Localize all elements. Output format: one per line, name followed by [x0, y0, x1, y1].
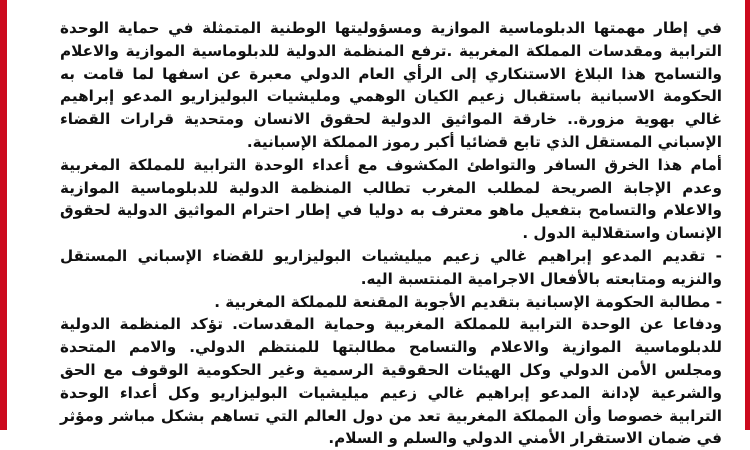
paragraph-conclusion: ودفاعا عن الوحدة الترابية للمملكة المغربية وحماية المقدسات. تؤكد المنظمة الدولية للدبلوماسية الموازية والاعلام والتسامح مطالبتها للمنتظم الدولي. والامم المتحدة ومجلس الأمن الدولي وكل الهيئات الحقوقية الرسمية وغير الحكومية الوقوف مع الحق والشرعية لإدانة المدعو إبراهيم غالي زعيم ميليشيات البوليزاريو وكل أعداء الوحدة الترابية خصوصا وأن المملكة المغربية تعد من دول العالم التي تساهم بشكل مباشر ومؤثر في ضمان الاستقرار الأمني الدولي والسلم و السلام. — [60, 315, 722, 448]
right-red-border — [745, 0, 750, 430]
demand-item-answers: - مطالبة الحكومة الإسبانية بتقديم الأجوبة المقنعة للمملكة المغربية . — [214, 292, 722, 311]
paragraph-intro: في إطار مهمتها الدبلوماسية الموازية ومسؤوليتها الوطنية المتمثلة في حماية الوحدة الترابية ومقدسات المملكة المغربية .ترفع المنظمة الدولية للدبلوماسية الموازية والاعلام والتسامح هذا البلاغ الاستنكاري إلى الرأي العام الدولي معبرة عن اسفها لما قامت به الحكومة الاسبانية باستقبال زعيم الكيان الوهمي ومليشيات البوليزاريو المدعو إبراهيم غالي بهوية مزورة.. خارقة المواثيق الدولية لحقوق الانسان ومتحدية قرارات القضاء الإسباني المستقل الذي تابع قضائيا أكبر رموز المملكة الإسبانية. — [60, 19, 722, 151]
left-red-border — [0, 0, 7, 430]
paragraph-demands: أمام هذا الخرق السافر والتواطئ المكشوف مع أعداء الوحدة الترابية للمملكة المغربية وعدم الإجابة الصريحة لمطلب المغرب تطالب المنظمة الدولية للدبلوماسية الموازية والاعلام والتسامح بتفعيل ماهو معترف به دوليا في إطار احترام المواثيق الدولية لحقوق الإنسان واستقلالية الدول . — [60, 155, 722, 243]
demand-item-prosecution: - تقديم المدعو إبراهيم غالي زعيم ميليشيات البوليزاريو للقضاء الإسباني المستقل والنزيه ومتابعته بالأفعال الاجرامية المنتسبة اليه. — [60, 246, 722, 288]
press-statement — [60, 17, 722, 450]
